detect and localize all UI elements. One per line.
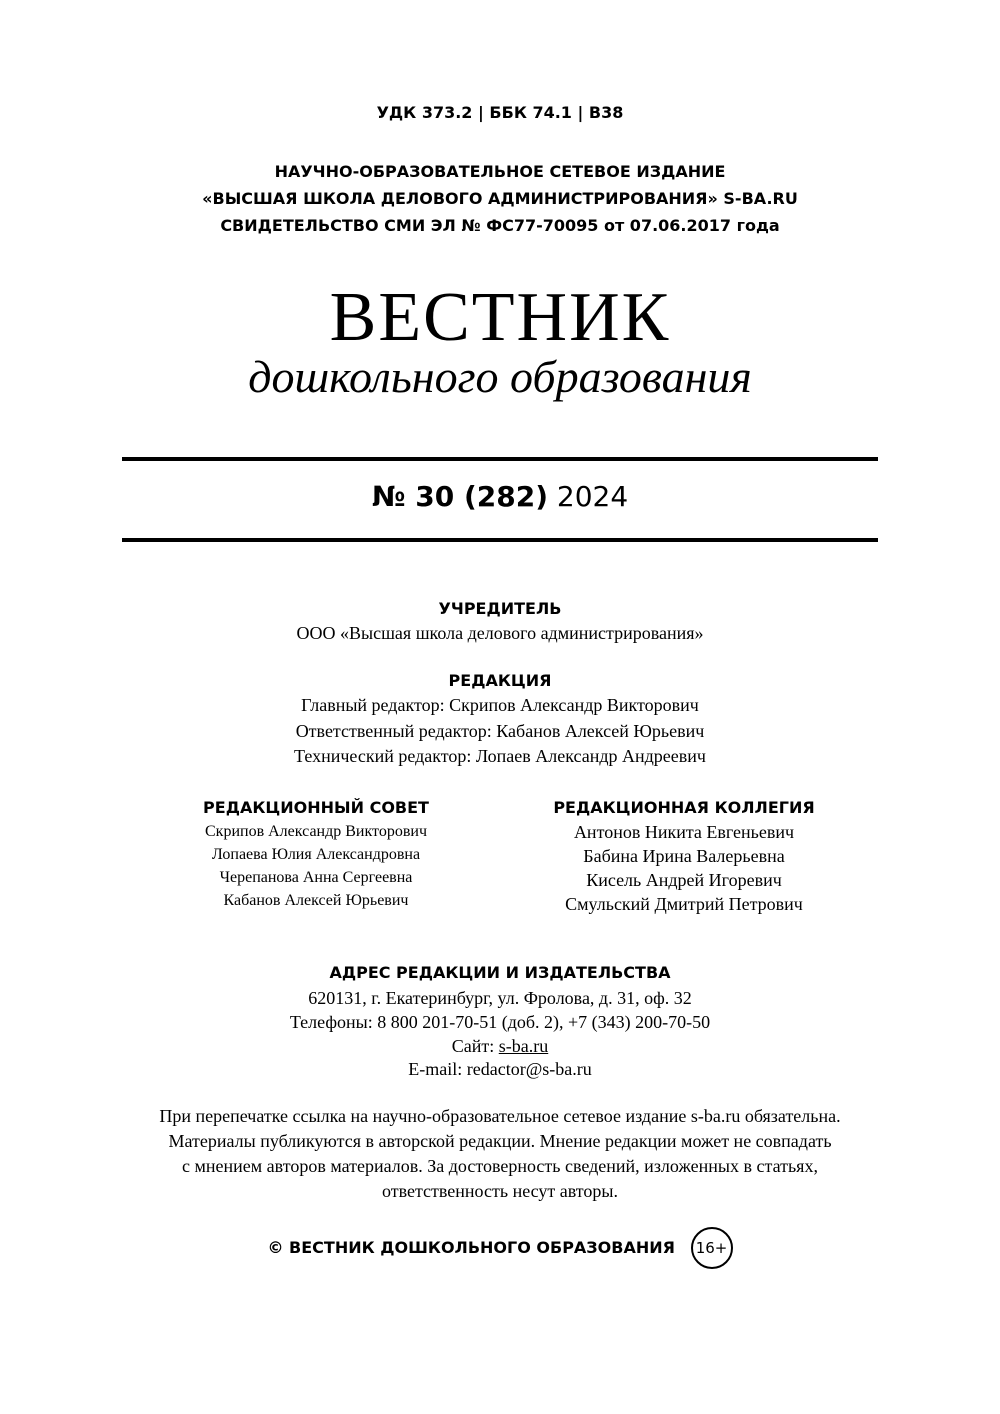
notice-line-1: При перепечатке ссылка на научно-образовательное сетевое издание s-ba.ru обязательна. — [159, 1106, 841, 1126]
issue-number: № 30 (282) — [371, 480, 549, 513]
footer — [0, 1227, 1000, 1269]
managing-editor: Ответственный редактор: Кабанов Алексей Юрьевич — [295, 721, 705, 741]
age-rating-badge: 16+ — [691, 1227, 733, 1269]
council-member: Черепанова Анна Сергеевна — [219, 869, 413, 886]
editorial-board — [514, 796, 854, 916]
notice-line-3: с мнением авторов материалов. За достоверность сведений, изложенных в статьях, — [182, 1156, 818, 1176]
address-heading: АДРЕС РЕДАКЦИИ И ИЗДАТЕЛЬСТВА — [329, 963, 671, 982]
bottom-rule — [122, 538, 878, 542]
editorial-heading: РЕДАКЦИЯ — [448, 671, 552, 690]
founder-name: ООО «Высшая школа делового администрирования» — [296, 623, 704, 643]
board-member: Антонов Никита Евгеньевич — [573, 822, 795, 842]
address-email: E-mail: redactor@s-ba.ru — [408, 1059, 592, 1079]
publisher-line-3: СВИДЕТЕЛЬСТВО СМИ ЭЛ № ФС77-70095 от 07.06.2017 года — [220, 216, 780, 235]
journal-title: ВЕСТНИК — [329, 279, 671, 356]
site-label: Сайт: — [451, 1036, 495, 1056]
founder-heading: УЧРЕДИТЕЛЬ — [438, 599, 562, 618]
council-member: Лопаева Юлия Александровна — [211, 846, 421, 863]
top-rule — [122, 457, 878, 461]
journal-subtitle: дошкольного образования — [248, 351, 752, 402]
board-heading: РЕДАКЦИОННАЯ КОЛЛЕГИЯ — [553, 798, 815, 817]
board-member: Бабина Ирина Валерьевна — [583, 846, 785, 866]
publisher-line-2: «ВЫСШАЯ ШКОЛА ДЕЛОВОГО АДМИНИСТРИРОВАНИЯ» S-BA.RU — [202, 189, 798, 208]
issue-info — [0, 480, 1000, 513]
address-phones: Телефоны: 8 800 201-70-51 (доб. 2), +7 (343) 200-70-50 — [289, 1012, 711, 1032]
editor-in-chief: Главный редактор: Скрипов Александр Викторович — [301, 695, 699, 715]
notice-line-2: Материалы публикуются в авторской редакции. Мнение редакции может не совпадать — [168, 1131, 832, 1151]
publisher-line-1: НАУЧНО-ОБРАЗОВАТЕЛЬНОЕ СЕТЕВОЕ ИЗДАНИЕ — [274, 162, 726, 181]
classification-codes: УДК 373.2 | ББК 74.1 | В38 — [376, 103, 624, 122]
board-member: Смульский Дмитрий Петрович — [565, 894, 803, 914]
address-site — [0, 1036, 1000, 1057]
council-member: Скрипов Александр Викторович — [205, 823, 427, 840]
issue-year: 2024 — [556, 480, 629, 513]
council-member: Кабанов Алексей Юрьевич — [223, 892, 409, 909]
address-street: 620131, г. Екатеринбург, ул. Фролова, д. 31, оф. 32 — [308, 988, 692, 1008]
board-member: Кисель Андрей Игоревич — [586, 870, 782, 890]
editorial-council — [146, 796, 486, 912]
copyright-text: © ВЕСТНИК ДОШКОЛЬНОГО ОБРАЗОВАНИЯ — [267, 1238, 675, 1257]
notice-line-4: ответственность несут авторы. — [381, 1181, 619, 1201]
technical-editor: Технический редактор: Лопаев Александр Андреевич — [294, 746, 706, 766]
council-heading: РЕДАКЦИОННЫЙ СОВЕТ — [203, 798, 429, 817]
site-link[interactable]: s-ba.ru — [498, 1036, 549, 1056]
